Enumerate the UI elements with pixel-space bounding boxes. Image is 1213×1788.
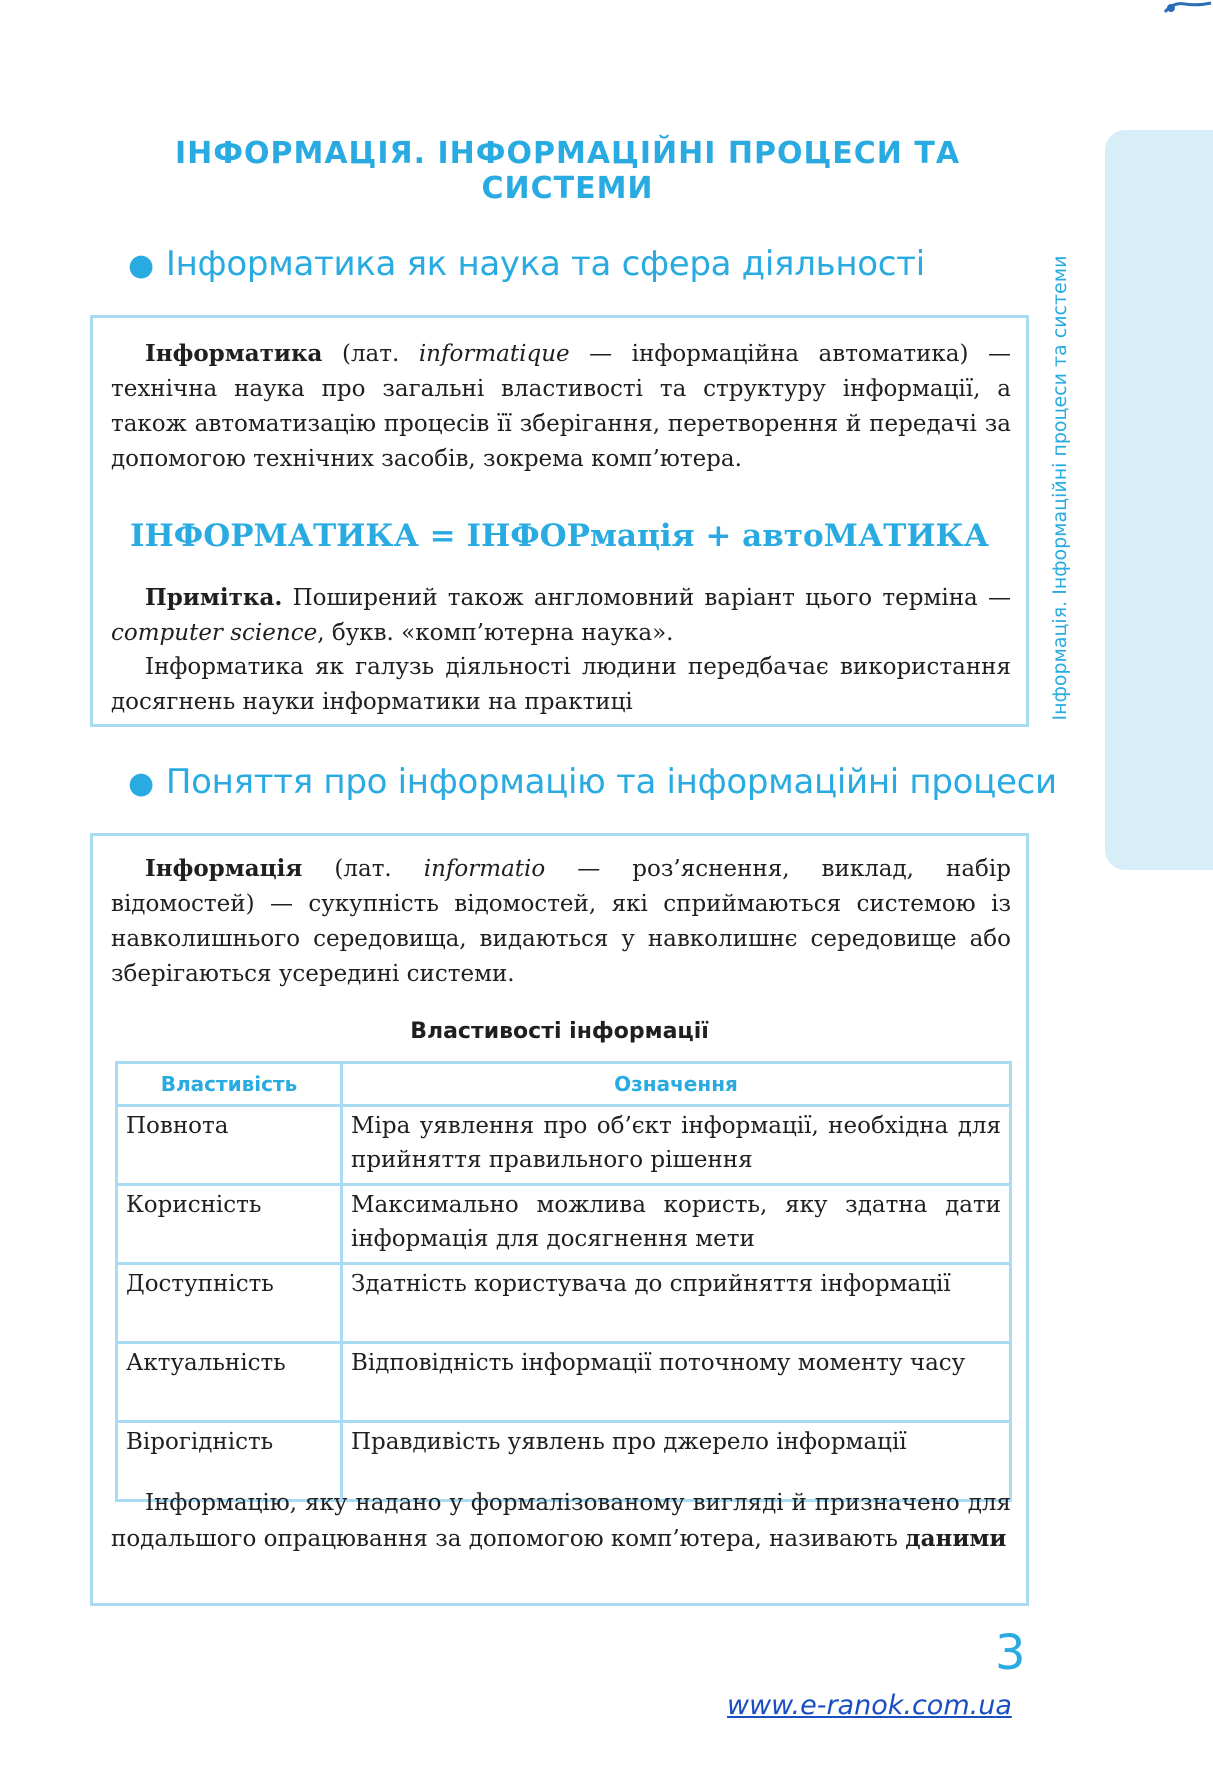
term: Інформатика [145,340,323,367]
side-tab [1105,130,1213,870]
data-term: даними [905,1525,1007,1552]
column-header-property: Властивість [117,1063,342,1106]
data-definition: Інформацію, яку надано у формалізованому вигляді й призначено для подальшого опрацювання за допомогою комп’ютера, називають даними [111,1490,1011,1552]
table-row [117,1343,1011,1422]
table-row [117,1264,1011,1343]
formula: ІНФОРМАТИКА = ІНФОРмація + автоМАТИКА [130,518,989,554]
website-link[interactable]: www.e-ranok.com.ua [727,1690,1012,1721]
properties-table [115,1061,1012,1502]
side-tab-label: Інформація. Інформаційні процеси та системи [1049,255,1071,721]
table-header-row [117,1063,1011,1106]
table-row [117,1106,1011,1185]
latin-term: informatique [418,341,570,367]
section-heading-text: Поняття про інформацію та інформаційні процеси [165,762,1057,802]
page-title: ІНФОРМАЦІЯ. ІНФОРМАЦІЙНІ ПРОЦЕСИ ТА СИСТЕМИ [174,136,961,206]
bullet-icon: ● [128,766,154,801]
column-header-definition: Означення [342,1063,1011,1106]
property-definition: Правдивість уявлень про джерело інформації [342,1422,1011,1501]
latin-term: informatio [423,856,546,882]
property-definition: Здатність користувача до сприйняття інформації [342,1264,1011,1343]
property-definition: Максимально можлива користь, яку здатна дати інформація для досягнення мети [342,1185,1011,1264]
note-label: Примітка. [145,584,283,611]
bullet-icon: ● [128,248,154,283]
property-name: Доступність [117,1264,342,1343]
note: Примітка. Поширений також англомовний варіант цього терміна — computer science, букв. «комп’ютерна наука». [111,584,1011,646]
property-name: Повнота [117,1106,342,1185]
property-name: Актуальність [117,1343,342,1422]
information-definition: Інформація (лат. informatio — роз’яснення, виклад, набір відомостей) — сукупність відомостей, які сприймаються системою із навколишнього середовища, видаються у навколишнє середовище або зберігаються усередині системи. [111,855,1011,987]
property-definition: Відповідність інформації поточному моменту часу [342,1343,1011,1422]
information-definition-box [90,833,1029,1606]
table-row [117,1185,1011,1264]
informatics-definition: Інформатика (лат. informatique — інформаційна автоматика) — технічна наука про загальні властивості та структуру інформації, а також автоматизацію процесів її зберігання, перетворення й передачі за допомогою технічних засобів, зокрема комп’ютера. [111,340,1011,472]
section-heading-text: Інформатика як наука та сфера діяльності [165,244,925,284]
property-definition: Міра уявлення про об’єкт інформації, необхідна для прийняття правильного рішення [342,1106,1011,1185]
property-name: Вірогідність [117,1422,342,1501]
section-heading-information [128,762,1057,802]
term: Інформація [145,855,303,882]
section-heading-informatics [128,244,925,284]
publisher-logo [1163,0,1213,14]
page-number: 3 [995,1625,1026,1681]
informatics-definition-box [90,315,1029,727]
english-term: computer science [111,620,318,646]
property-name: Корисність [117,1185,342,1264]
activity-paragraph: Інформатика як галузь діяльності людини передбачає використання досягнень науки інформатики на практиці [111,654,1011,715]
table-caption: Властивості інформації [410,1019,709,1044]
